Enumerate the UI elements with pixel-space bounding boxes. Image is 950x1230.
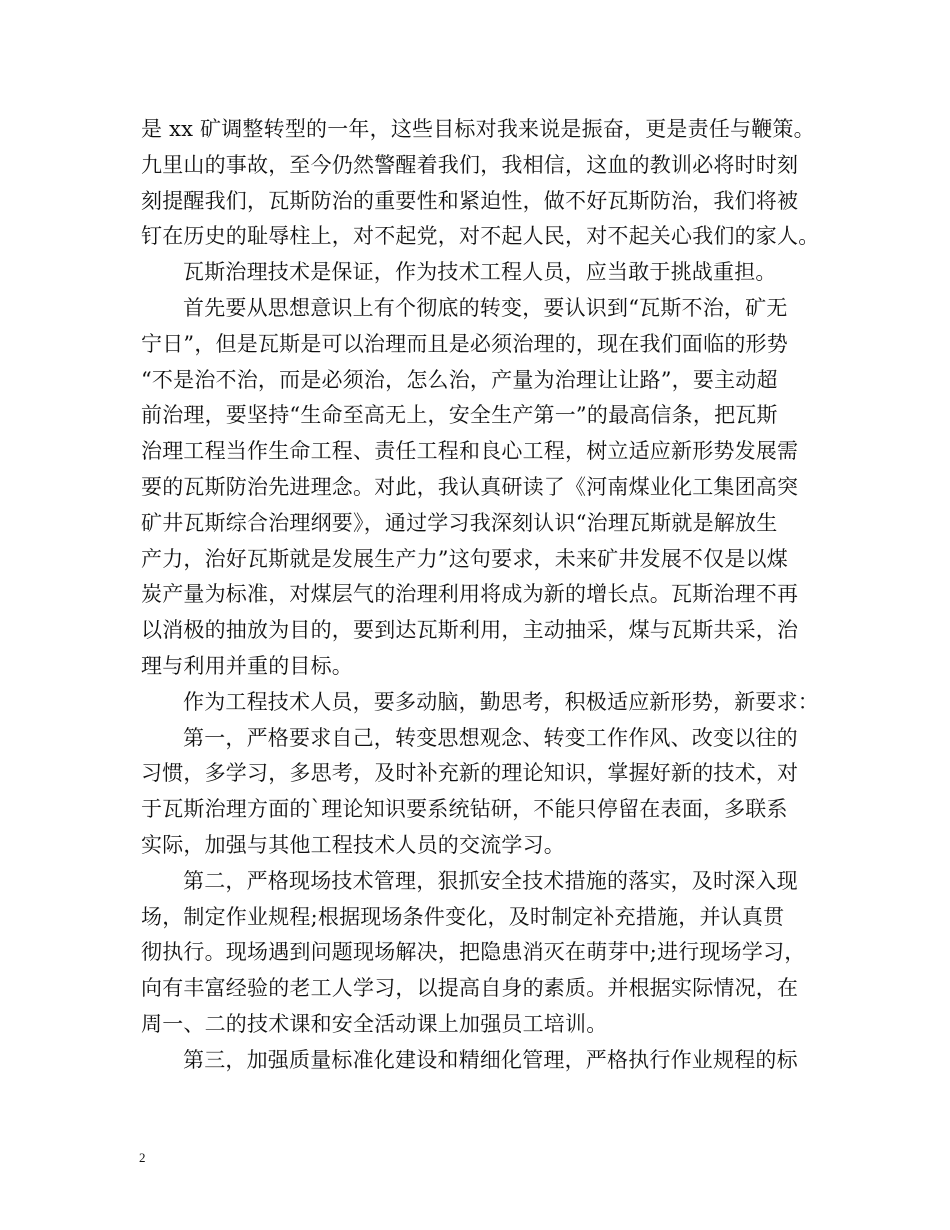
text-line: 彻执行。现场遇到问题现场解决，把隐患消灭在萌芽中;进行现场学习， [141,940,806,965]
text-line: 以消极的抽放为目的，要到达瓦斯利用，主动抽采，煤与瓦斯共采，治 [141,618,799,643]
text-line: 九里山的事故，至今仍然警醒着我们，我相信，这血的教训必将时时刻 [141,152,799,177]
text-line: 钉在历史的耻辱柱上，对不起党，对不起人民，对不起关心我们的家人。 [141,224,820,249]
text-line: 前治理，要坚持“生命至高无上，安全生产第一”的最高信条，把瓦斯 [141,403,778,428]
paragraph-start-line: 第三，加强质量标准化建设和精细化管理，严格执行作业规程的标 [183,1047,798,1072]
text-line: 要的瓦斯防治先进理念。对此，我认真研读了《河南煤业化工集团高突 [141,474,799,499]
text-line: 实际，加强与其他工程技术人员的交流学习。 [141,832,565,857]
paragraph-start-line: 作为工程技术人员，要多动脑，勤思考，积极适应新形势，新要求： [183,689,819,714]
text-line: 是 xx 矿调整转型的一年，这些目标对我来说是振奋，更是责任与鞭策。 [141,117,815,141]
paragraph-start-line: 首先要从思想意识上有个彻底的转变，要认识到“瓦斯不治，矿无 [183,295,788,320]
paragraph-start-line: 第一，严格要求自己，转变思想观念、转变工作作风、改变以往的 [183,725,798,750]
text-line: 刻提醒我们，瓦斯防治的重要性和紧迫性，做不好瓦斯防治，我们将被 [141,188,799,213]
text-line: 产力，治好瓦斯就是发展生产力”这句要求，未来矿井发展不仅是以煤 [141,546,788,571]
text-line: “不是治不治，而是必须治，怎么治，产量为治理让让路”，要主动超 [141,367,778,392]
text-line: 习惯，多学习，多思考，及时补充新的理论知识，掌握好新的技术，对 [141,761,799,786]
text-line: 矿井瓦斯综合治理纲要》，通过学习我深刻认识“治理瓦斯就是解放生 [141,510,778,535]
text-line: 于瓦斯治理方面的`理论知识要系统钻研，不能只停留在表面，多联系 [141,797,788,822]
text-line: 宁日”，但是瓦斯是可以治理而且是必须治理的，现在我们面临的形势 [141,331,788,356]
text-line: 场，制定作业规程;根据现场条件变化，及时制定补充措施，并认真贯 [141,904,785,929]
text-line: 向有丰富经验的老工人学习，以提高自身的素质。并根据实际情况，在 [141,976,799,1001]
text-line: 周一、二的技术课和安全活动课上加强员工培训。 [141,1011,608,1036]
paragraph-start-line: 瓦斯治理技术是保证，作为技术工程人员，应当敢于挑战重担。 [183,260,777,285]
paragraph-start-line: 第二，严格现场技术管理，狠抓安全技术措施的落实，及时深入现 [183,868,798,893]
page-number: 2 [139,1150,146,1165]
body-text [141,112,821,1079]
text-line: 炭产量为标准，对煤层气的治理利用将成为新的增长点。瓦斯治理不再 [141,582,799,607]
text-line: 治理工程当作生命工程、责任工程和良心工程，树立适应新形势发展需 [141,439,799,464]
text-line: 理与利用并重的目标。 [141,653,353,678]
